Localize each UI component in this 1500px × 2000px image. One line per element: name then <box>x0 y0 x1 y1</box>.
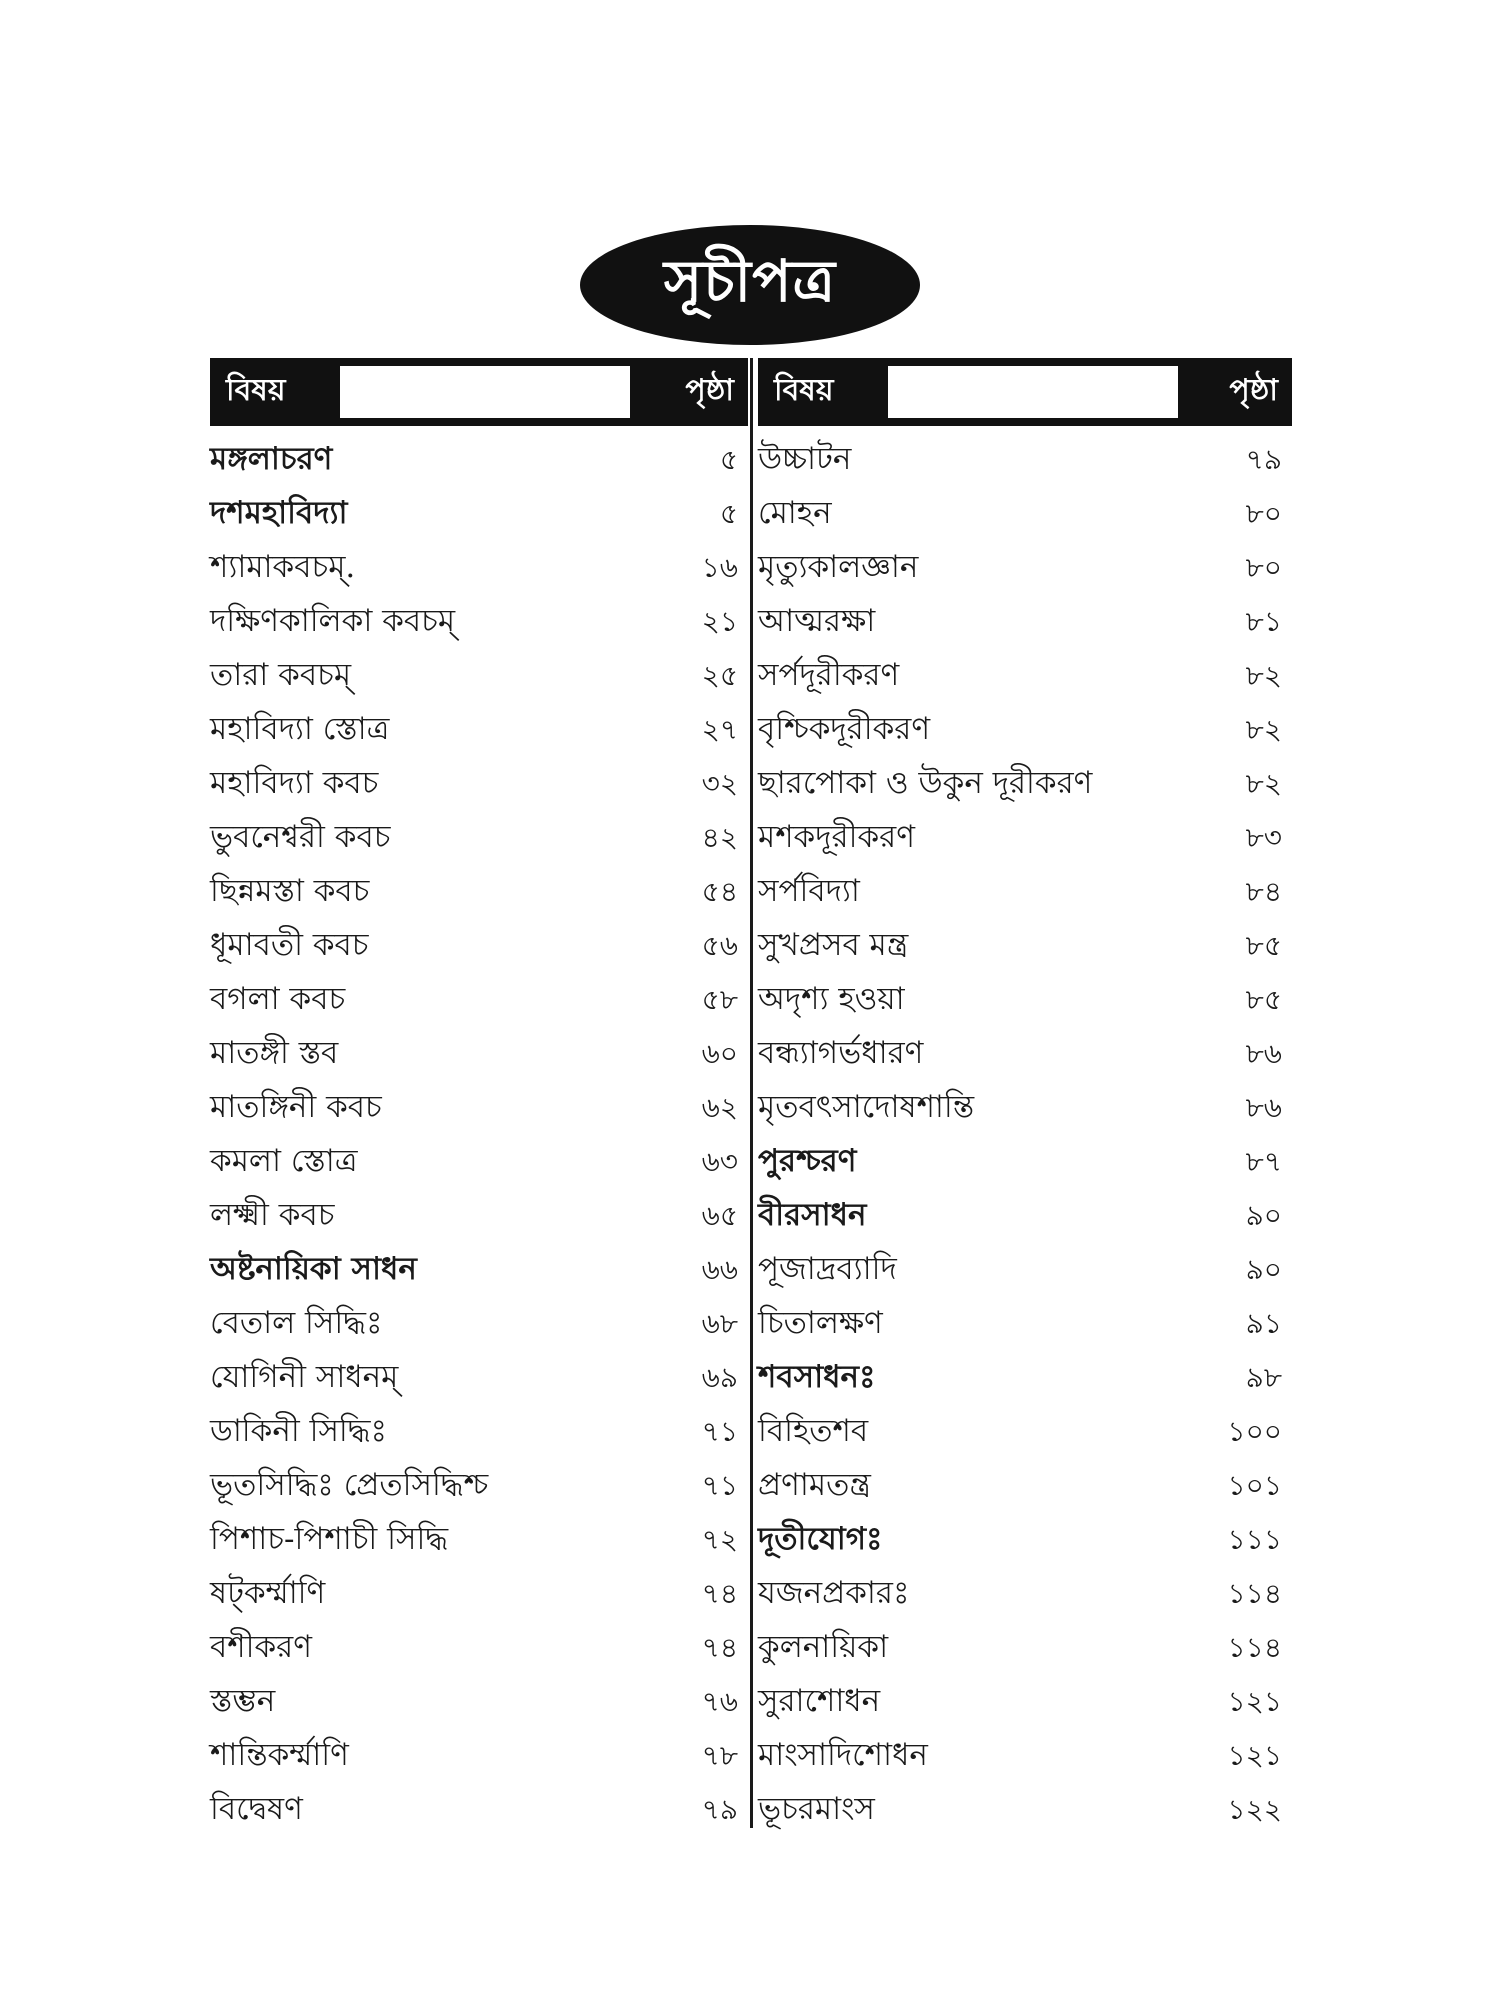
toc-entry-title: মৃত্যুকালজ্ঞান <box>758 549 919 585</box>
toc-entry-page: ৬২ <box>701 1090 738 1124</box>
toc-entry-page: ৫৮ <box>701 982 738 1016</box>
toc-entry <box>210 1514 748 1568</box>
column-divider <box>750 358 753 1828</box>
toc-entry-page: ১২১ <box>1227 1738 1282 1772</box>
toc-entry <box>758 1136 1292 1190</box>
toc-entry-title: যোগিনী সাধনম্ <box>210 1359 399 1395</box>
toc-entry-title: পূজাদ্রব্যাদি <box>758 1251 897 1287</box>
toc-entry <box>210 596 748 650</box>
toc-entry-title: বন্ধ্যাগর্ভধারণ <box>758 1035 924 1071</box>
toc-entry-page: ৭৮ <box>701 1738 738 1772</box>
page-title: সূচীপত্র <box>663 246 837 315</box>
toc-entry-title: বিহিতশব <box>758 1413 869 1449</box>
toc-entry-title: মাংসাদিশোধন <box>758 1737 928 1773</box>
toc-entry-title: বশীকরণ <box>210 1629 312 1665</box>
toc-entry <box>758 1352 1292 1406</box>
toc-entry-title: উচ্চাটন <box>758 441 852 477</box>
toc-entry <box>210 1244 748 1298</box>
toc-entry <box>210 1730 748 1784</box>
toc-entry-title: মঙ্গলাচরণ <box>210 441 333 477</box>
toc-right-rows <box>758 434 1292 1838</box>
toc-entry-title: মশকদূরীকরণ <box>758 819 915 855</box>
toc-entry <box>210 650 748 704</box>
header-blank <box>340 366 630 418</box>
toc-entry-title: তারা কবচম্ <box>210 657 352 693</box>
toc-entry-page: ৭৯ <box>701 1792 738 1826</box>
toc-entry-title: ভুবনেশ্বরী কবচ <box>210 819 391 855</box>
toc-entry <box>210 1028 748 1082</box>
toc-entry <box>758 812 1292 866</box>
toc-entry-title: সর্পদূরীকরণ <box>758 657 900 693</box>
toc-entry <box>758 1568 1292 1622</box>
toc-entry <box>210 542 748 596</box>
toc-entry-title: মাতঙ্গিনী কবচ <box>210 1089 382 1125</box>
toc-entry <box>210 1676 748 1730</box>
toc-entry-title: দশমহাবিদ্যা <box>210 495 348 531</box>
toc-entry-page: ৮৭ <box>1245 1144 1282 1178</box>
toc-entry-page: ৭১ <box>701 1468 738 1502</box>
toc-entry-page: ৮৪ <box>1245 874 1282 908</box>
toc-entry-page: ৯০ <box>1245 1252 1282 1286</box>
toc-entry <box>758 704 1292 758</box>
toc-entry <box>210 1460 748 1514</box>
toc-entry-title: মোহন <box>758 495 832 531</box>
toc-entry-page: ৬৬ <box>701 1252 738 1286</box>
header-subject-label: বিষয় <box>226 373 286 408</box>
toc-entry-page: ৭৪ <box>701 1630 738 1664</box>
toc-entry-title: প্রণামতন্ত্র <box>758 1467 871 1503</box>
toc-entry <box>210 812 748 866</box>
toc-right-header <box>758 358 1292 426</box>
toc-entry-page: ৯৮ <box>1245 1360 1282 1394</box>
toc-entry-page: ৬৫ <box>701 1198 738 1232</box>
toc-entry-title: বগলা কবচ <box>210 981 346 1017</box>
toc-entry-page: ৯১ <box>1245 1306 1282 1340</box>
toc-entry-page: ১০১ <box>1227 1468 1282 1502</box>
toc-entry <box>210 1406 748 1460</box>
toc-entry-title: অদৃশ্য হওয়া <box>758 981 905 1017</box>
toc-entry-title: চিতালক্ষণ <box>758 1305 883 1341</box>
toc-entry-page: ২১ <box>701 604 738 638</box>
toc-entry-page: ৬০ <box>701 1036 738 1070</box>
toc-entry <box>210 1298 748 1352</box>
toc-left-header <box>210 358 748 426</box>
toc-entry-title: বেতাল সিদ্ধিঃ <box>210 1305 383 1341</box>
toc-entry-title: মহাবিদ্যা কবচ <box>210 765 379 801</box>
toc-entry <box>758 1730 1292 1784</box>
toc-entry <box>758 1460 1292 1514</box>
toc-entry-title: দক্ষিণকালিকা কবচম্ <box>210 603 456 639</box>
toc-entry-title: কমলা স্তোত্র <box>210 1143 358 1179</box>
toc-entry-page: ৭২ <box>701 1522 738 1556</box>
toc-entry <box>210 1568 748 1622</box>
toc-entry <box>210 1082 748 1136</box>
toc-entry-title: শবসাধনঃ <box>758 1359 876 1395</box>
toc-entry-title: লক্ষ্মী কবচ <box>210 1197 335 1233</box>
toc-entry-page: ১১১ <box>1227 1522 1282 1556</box>
toc-entry <box>758 920 1292 974</box>
toc-entry-page: ৮২ <box>1245 766 1282 800</box>
toc-entry <box>210 1352 748 1406</box>
toc-entry-page: ৪২ <box>701 820 738 854</box>
toc-entry-page: ৬৮ <box>701 1306 738 1340</box>
toc-entry-title: আত্মরক্ষা <box>758 603 876 639</box>
toc-entry-page: ৮৬ <box>1245 1036 1282 1070</box>
toc-entry-page: ৭৪ <box>701 1576 738 1610</box>
toc-entry-page: ৩২ <box>701 766 738 800</box>
toc-entry-title: মাতঙ্গী স্তব <box>210 1035 339 1071</box>
toc-entry-title: পুরশ্চরণ <box>758 1143 857 1179</box>
toc-entry-title: সর্পবিদ্যা <box>758 873 860 909</box>
toc-entry <box>758 1028 1292 1082</box>
toc-entry <box>758 1082 1292 1136</box>
toc-entry-title: সুখপ্রসব মন্ত্র <box>758 927 909 963</box>
toc-entry-page: ৫৬ <box>701 928 738 962</box>
title-badge <box>580 225 920 345</box>
toc-entry <box>758 434 1292 488</box>
toc-entry <box>210 1784 748 1838</box>
toc-entry-page: ৭৬ <box>701 1684 738 1718</box>
toc-entry <box>758 1244 1292 1298</box>
toc-entry <box>758 650 1292 704</box>
toc-entry-title: ধূমাবতী কবচ <box>210 927 369 963</box>
toc-entry <box>758 542 1292 596</box>
toc-entry-title: বিদ্বেষণ <box>210 1791 303 1827</box>
toc-entry-page: ৮৬ <box>1245 1090 1282 1124</box>
toc-entry-page: ৯০ <box>1245 1198 1282 1232</box>
toc-entry-title: বীরসাধন <box>758 1197 867 1233</box>
toc-entry-title: শান্তিকর্ম্মাণি <box>210 1737 349 1773</box>
toc-entry <box>758 866 1292 920</box>
toc-entry-title: মৃতবৎসাদোষশান্তি <box>758 1089 975 1125</box>
toc-entry <box>210 1190 748 1244</box>
toc-entry-title: পিশাচ-পিশাচী সিদ্ধি <box>210 1521 449 1557</box>
toc-entry-page: ৬৯ <box>701 1360 738 1394</box>
header-page-label: পৃষ্ঠা <box>685 373 734 408</box>
toc-entry <box>210 974 748 1028</box>
toc-entry <box>210 758 748 812</box>
toc-entry-title: মহাবিদ্যা স্তোত্র <box>210 711 390 747</box>
toc-entry-page: ২৫ <box>701 658 738 692</box>
table-of-contents <box>210 358 1292 1828</box>
toc-entry <box>758 1514 1292 1568</box>
toc-entry-page: ৮০ <box>1245 550 1282 584</box>
toc-entry-page: ১০০ <box>1227 1414 1282 1448</box>
toc-entry <box>758 488 1292 542</box>
toc-entry-title: সুরাশোধন <box>758 1683 881 1719</box>
toc-entry-page: ১২১ <box>1227 1684 1282 1718</box>
toc-entry <box>210 1136 748 1190</box>
header-page-label: পৃষ্ঠা <box>1229 373 1278 408</box>
header-blank <box>888 366 1178 418</box>
toc-entry-title: কুলনায়িকা <box>758 1629 889 1665</box>
toc-entry <box>758 1190 1292 1244</box>
toc-entry <box>210 488 748 542</box>
toc-entry-title: অষ্টনায়িকা সাধন <box>210 1251 417 1287</box>
toc-right-column <box>758 358 1292 1838</box>
toc-entry-title: ডাকিনী সিদ্ধিঃ <box>210 1413 388 1449</box>
toc-entry <box>210 920 748 974</box>
toc-entry-page: ৮৫ <box>1245 982 1282 1016</box>
toc-entry <box>758 1406 1292 1460</box>
toc-entry <box>210 1622 748 1676</box>
toc-entry-title: শ্যামাকবচম্. <box>210 549 356 585</box>
toc-entry-page: ৫৪ <box>701 874 738 908</box>
toc-entry-page: ৮১ <box>1245 604 1282 638</box>
toc-entry-title: দূতীযোগঃ <box>758 1521 883 1557</box>
toc-entry <box>758 758 1292 812</box>
toc-entry-page: ৮৩ <box>1245 820 1282 854</box>
toc-entry-page: ৬৩ <box>701 1144 738 1178</box>
toc-entry <box>210 866 748 920</box>
toc-entry-page: ৮৫ <box>1245 928 1282 962</box>
header-subject-label: বিষয় <box>774 373 834 408</box>
toc-entry-page: ১৬ <box>701 550 738 584</box>
toc-entry-page: ৭৯ <box>1245 442 1282 476</box>
toc-entry-title: বৃশ্চিকদূরীকরণ <box>758 711 931 747</box>
toc-entry <box>758 974 1292 1028</box>
toc-entry <box>210 434 748 488</box>
toc-entry-page: ৫ <box>719 496 738 530</box>
toc-entry-title: ছিন্নমস্তা কবচ <box>210 873 370 909</box>
toc-entry-title: যজনপ্রকারঃ <box>758 1575 910 1611</box>
toc-entry-title: স্তম্ভন <box>210 1683 276 1719</box>
toc-entry-page: ৫ <box>719 442 738 476</box>
toc-entry-title: ছারপোকা ও উকুন দূরীকরণ <box>758 765 1093 801</box>
toc-entry-title: ষট্কর্ম্মাণি <box>210 1575 326 1611</box>
toc-entry-page: ৭১ <box>701 1414 738 1448</box>
toc-entry <box>758 1676 1292 1730</box>
toc-entry-page: ৮২ <box>1245 658 1282 692</box>
toc-entry-page: ৮০ <box>1245 496 1282 530</box>
toc-entry <box>210 704 748 758</box>
toc-entry <box>758 1622 1292 1676</box>
toc-left-column <box>210 358 748 1838</box>
toc-entry <box>758 1298 1292 1352</box>
toc-entry-page: ৮২ <box>1245 712 1282 746</box>
toc-entry-title: ভূচরমাংস <box>758 1791 875 1827</box>
toc-entry-page: ২৭ <box>701 712 738 746</box>
toc-left-rows <box>210 434 748 1838</box>
toc-entry-page: ১১৪ <box>1227 1630 1282 1664</box>
toc-entry <box>758 596 1292 650</box>
toc-entry <box>758 1784 1292 1838</box>
toc-entry-title: ভূতসিদ্ধিঃ প্রেতসিদ্ধিশ্চ <box>210 1467 489 1503</box>
toc-entry-page: ১২২ <box>1227 1792 1282 1826</box>
toc-entry-page: ১১৪ <box>1227 1576 1282 1610</box>
title-area <box>0 220 1500 350</box>
